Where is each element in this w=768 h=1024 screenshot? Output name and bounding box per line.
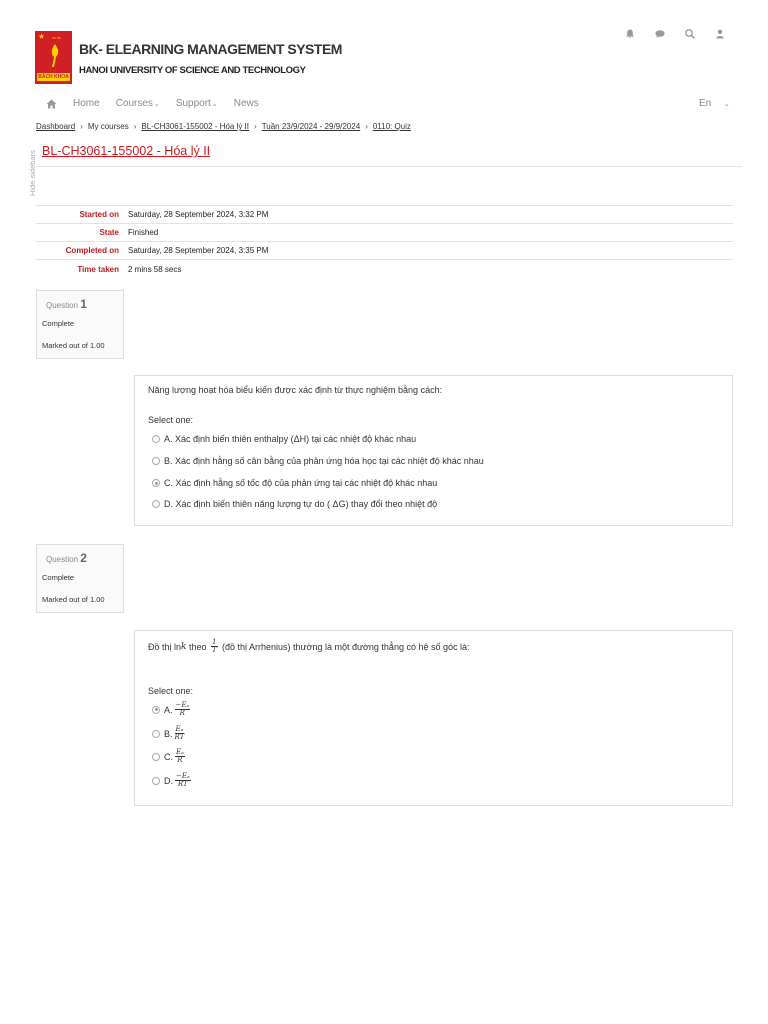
breadcrumb-my-courses: My courses xyxy=(87,122,129,131)
site-subtitle: HANOI UNIVERSITY OF SCIENCE AND TECHNOLOGY xyxy=(79,65,306,76)
radio-button[interactable] xyxy=(152,457,160,465)
main-nav xyxy=(46,98,275,109)
question-1-info xyxy=(36,290,124,359)
summary-label: State xyxy=(99,228,119,237)
answer-fraction: $\frac{\text{Eₐ}}{R}$ xyxy=(176,748,184,764)
answer-text: C. Xác định hằng số tốc độ của phản ứng tại các nhiệt độ khác nhau xyxy=(164,478,438,488)
answer-fraction: $\frac{\text{−Eₐ}}{R}$ xyxy=(175,701,190,717)
answer-letter: A. xyxy=(164,704,173,715)
site-title[interactable]: BK- ELEARNING MANAGEMENT SYSTEM xyxy=(79,41,342,57)
site-logo[interactable] xyxy=(35,31,72,84)
radio-button[interactable] xyxy=(152,435,160,443)
question-2-content xyxy=(134,630,733,806)
quiz-summary-table xyxy=(36,205,733,278)
summary-row-completed xyxy=(36,242,733,260)
language-label: En xyxy=(699,98,712,109)
language-menu[interactable] xyxy=(699,98,730,109)
chevron-right-icon: › xyxy=(133,122,137,131)
answer-letter: C. xyxy=(164,751,173,762)
summary-value: Finished xyxy=(128,228,159,237)
answer-option-d[interactable] xyxy=(152,773,193,788)
answer-option-b[interactable] xyxy=(152,456,484,466)
hide-sidebars-toggle[interactable]: Hide sidebars xyxy=(28,150,37,196)
chevron-down-icon: ⌄ xyxy=(153,100,160,108)
chevron-right-icon: › xyxy=(80,122,83,131)
answer-option-c[interactable] xyxy=(152,478,437,488)
radio-button-selected[interactable] xyxy=(152,706,160,714)
question-state: Complete xyxy=(42,573,75,582)
radio-button-selected[interactable] xyxy=(152,479,160,487)
bell-icon[interactable] xyxy=(624,27,636,39)
select-one-label: Select one: xyxy=(148,686,194,696)
fraction: $\frac{1}{T}$ xyxy=(211,638,217,654)
breadcrumb-dashboard[interactable]: Dashboard xyxy=(36,122,76,131)
question-text: Năng lượng hoạt hóa biểu kiến được xác định từ thực nghiệm bằng cách: xyxy=(148,385,443,395)
divider xyxy=(36,166,742,167)
question-grade: Marked out of 1.00 xyxy=(42,341,105,350)
question-number: Question 2 xyxy=(46,551,87,565)
answer-option-a[interactable] xyxy=(152,434,416,444)
summary-row-state xyxy=(36,224,733,242)
chevron-right-icon: › xyxy=(254,122,257,131)
summary-value: Saturday, 28 September 2024, 3:32 PM xyxy=(128,210,269,219)
answer-letter: B. xyxy=(164,728,173,739)
summary-label: Started on xyxy=(79,210,119,219)
select-one-label: Select one: xyxy=(148,415,194,425)
answer-text: A. Xác định biến thiên enthalpy (ΔH) tại các nhiệt độ khác nhau xyxy=(164,434,417,444)
breadcrumb-week[interactable]: Tuần 23/9/2024 - 29/9/2024 xyxy=(261,122,361,131)
nav-courses[interactable] xyxy=(116,98,160,109)
question-1-content xyxy=(134,375,733,526)
chevron-down-icon: ⌄ xyxy=(724,101,730,108)
summary-label: Time taken xyxy=(77,264,119,274)
answer-text: D. Xác định biến thiên năng lượng tự do ( ΔG) thay đổi theo nhiệt độ xyxy=(164,499,438,509)
nav-support-label: Support xyxy=(175,98,211,109)
radio-button[interactable] xyxy=(152,500,160,508)
nav-home[interactable]: Home xyxy=(73,98,100,109)
nav-support[interactable] xyxy=(176,98,218,109)
summary-value: Saturday, 28 September 2024, 3:35 PM xyxy=(128,246,269,255)
user-icon[interactable] xyxy=(714,27,726,39)
chevron-down-icon: ⌄ xyxy=(211,100,218,108)
torch-icon xyxy=(47,43,63,69)
nav-home-icon-link[interactable] xyxy=(46,99,57,109)
nav-news[interactable]: News xyxy=(233,98,259,109)
answer-letter: D. xyxy=(164,775,173,786)
question-2-info xyxy=(36,544,124,613)
breadcrumb-quiz[interactable]: 0110: Quiz xyxy=(372,122,411,131)
comment-icon[interactable] xyxy=(654,27,666,39)
answer-option-b[interactable] xyxy=(152,726,186,741)
answer-option-d[interactable] xyxy=(152,499,437,509)
search-icon[interactable] xyxy=(684,27,696,39)
nav-courses-label: Courses xyxy=(115,98,153,109)
question-state: Complete xyxy=(42,319,75,328)
chevron-right-icon: › xyxy=(365,122,368,131)
logo-top-text: DH BK xyxy=(52,36,62,40)
radio-button[interactable] xyxy=(152,730,160,738)
breadcrumb-course[interactable]: BL-CH3061-155002 - Hóa lý II xyxy=(141,122,250,131)
home-icon xyxy=(46,99,57,109)
answer-fraction: $\frac{\text{−Eₐ}}{RT}$ xyxy=(176,772,190,788)
question-grade: Marked out of 1.00 xyxy=(42,595,105,604)
radio-button[interactable] xyxy=(152,753,160,761)
question-number: Question 1 xyxy=(46,297,87,311)
breadcrumb xyxy=(36,122,411,131)
answer-option-c[interactable] xyxy=(152,749,187,764)
answer-option-a[interactable] xyxy=(152,702,192,717)
star-icon: ★ xyxy=(38,32,46,41)
answer-fraction: $\frac{\text{Eₐ}}{RT}$ xyxy=(174,725,185,741)
summary-value: 2 mins 58 secs xyxy=(128,264,182,274)
logo-band: BÁCH KHOA xyxy=(38,74,69,80)
summary-row-time xyxy=(36,260,733,278)
summary-row-started xyxy=(36,206,733,224)
radio-button[interactable] xyxy=(152,777,160,785)
question-text: Đồ thị ln k theo $\frac{1}{T}$ (đồ thị Arrhenius) thường là một đường thẳng có hệ số góc là: xyxy=(148,638,470,654)
answer-text: B. Xác định hằng số cân bằng của phản ứng hóa học tại các nhiệt độ khác nhau xyxy=(164,456,484,466)
summary-label: Completed on xyxy=(65,246,119,255)
header-icons xyxy=(624,27,726,39)
course-title-link[interactable]: BL-CH3061-155002 - Hóa lý II xyxy=(42,144,211,158)
